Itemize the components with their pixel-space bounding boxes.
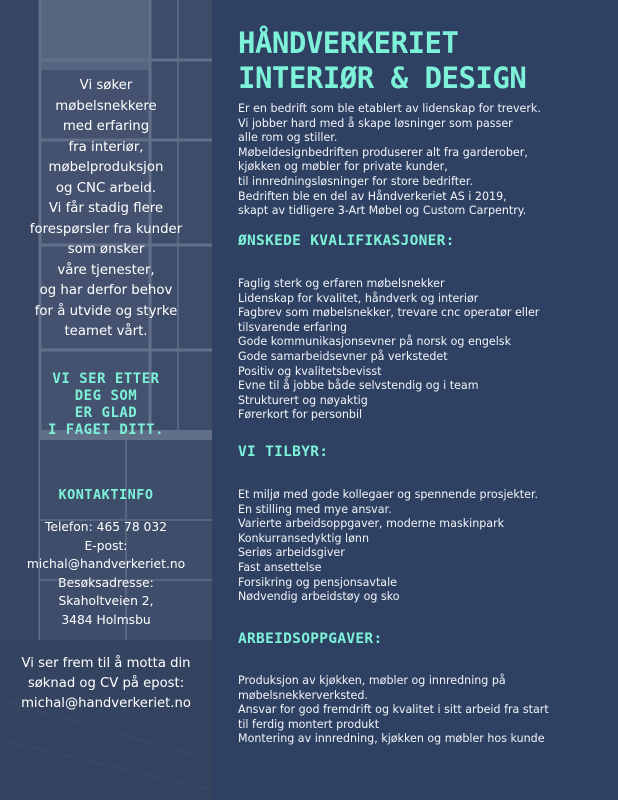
- intro-line: forespørsler fra kunder: [29, 221, 183, 237]
- offer-list: [238, 488, 610, 605]
- contact-address-street: Skaholtveien 2,: [58, 594, 154, 608]
- intro-line: og CNC arbeid.: [55, 180, 157, 196]
- intro-line: som ønsker: [67, 242, 145, 257]
- list-item: Nødvendig arbeidstøy og sko: [238, 590, 400, 604]
- offer-title: VI TILBYR:: [238, 444, 329, 460]
- about-line: Er en bedrift som ble etablert av lidenskap for treverk.: [238, 102, 541, 115]
- search-heading-line: VI SER ETTER: [52, 371, 160, 387]
- title-line: HÅNDVERKERIET: [238, 26, 459, 60]
- page-title: [238, 26, 608, 96]
- about-text: [238, 102, 610, 219]
- list-item: Førerkort for personbil: [238, 408, 363, 422]
- list-item: Produksjon av kjøkken, møbler og innredning på: [238, 674, 506, 687]
- intro-line: møbelsnekkere: [55, 98, 157, 114]
- intro-line: for å utvide og styrke: [34, 303, 178, 319]
- about-line: kjøkken og møbler for private kunder,: [238, 160, 448, 174]
- search-heading-line: ER GLAD: [74, 405, 138, 421]
- contact-email-label: E-post:: [84, 538, 128, 553]
- closing-line: Vi ser frem til å motta din: [21, 656, 191, 671]
- list-item: Gode kommunikasjonsevner på norsk og engelsk: [238, 335, 512, 349]
- about-line: skapt av tidligere 3-Art Møbel og Custom Carpentry.: [238, 204, 527, 218]
- list-item: Faglig sterk og erfaren møbelsnekker: [238, 277, 445, 290]
- list-item: En stilling med mye ansvar.: [238, 502, 392, 516]
- tasks-title: ARBEIDSOPPGAVER:: [238, 631, 383, 647]
- about-line: Vi jobber hard med å skape løsninger som passer: [238, 116, 513, 130]
- intro-line: våre tjenester,: [57, 262, 155, 278]
- list-item: Forsikring og pensjonsavtale: [238, 575, 397, 589]
- tasks-list: [238, 674, 610, 747]
- search-heading: [0, 371, 212, 439]
- intro-line: med erfaring: [62, 119, 150, 134]
- contact-address-city: 3484 Holmsbu: [61, 612, 151, 627]
- qualifications-list: [238, 277, 610, 423]
- list-item: tilsvarende erfaring: [238, 320, 348, 334]
- search-heading-line: DEG SOM: [74, 388, 138, 404]
- title-line: INTERIØR & DESIGN: [238, 61, 527, 95]
- about-line: Bedriften ble en del av Håndverkeriet AS i 2019,: [238, 189, 507, 203]
- list-item: Konkurransedyktig lønn: [238, 531, 369, 545]
- about-line: Møbeldesignbedriften produserer alt fra garderober,: [238, 145, 528, 159]
- contact-phone[interactable]: Telefon: 465 78 032: [44, 520, 168, 534]
- contact-title: KONTAKTINFO: [58, 487, 154, 503]
- contact-email-link[interactable]: michal@handverkeriet.no: [26, 557, 186, 571]
- intro-line: Vi får stadig flere: [48, 201, 164, 216]
- list-item: møbelsnekkerverksted.: [238, 688, 368, 702]
- intro-line: møbelproduksjon: [48, 160, 164, 175]
- closing-email-link[interactable]: michal@handverkeriet.no: [21, 696, 191, 711]
- list-item: Evne til å jobbe både selvstendig og i team: [238, 379, 479, 393]
- list-item: til ferdig montert produkt: [238, 717, 380, 731]
- closing-line: søknad og CV på epost:: [27, 676, 185, 691]
- list-item: Lidenskap for kvalitet, håndverk og interiør: [238, 291, 479, 305]
- intro-line: og har derfor behov: [39, 283, 173, 298]
- list-item: Fagbrev som møbelsnekker, trevare cnc operatør eller: [238, 306, 540, 320]
- list-item: Ansvar for god fremdrift og kvalitet i sitt arbeid fra start: [238, 703, 549, 717]
- intro-text: [4, 76, 208, 343]
- search-heading-line: I FAGET DITT.: [47, 422, 165, 438]
- list-item: Gode samarbeidsevner på verkstedet: [238, 349, 448, 363]
- list-item: Seriøs arbeidsgiver: [238, 546, 345, 560]
- qualifications-title: ØNSKEDE KVALIFIKASJONER:: [238, 233, 455, 249]
- list-item: Et miljø med gode kollegaer og spennende prosjekter.: [238, 488, 539, 501]
- list-item: Fast ansettelse: [238, 560, 322, 574]
- contact-info: [0, 518, 212, 629]
- list-item: Positiv og kvalitetsbevisst: [238, 364, 382, 378]
- closing-text: [0, 654, 212, 714]
- contact-address-label: Besøksadresse:: [58, 575, 154, 590]
- intro-line: fra interiør,: [68, 139, 144, 155]
- list-item: Montering av innredning, kjøkken og møbler hos kunde: [238, 732, 545, 746]
- list-item: Strukturert og nøyaktig: [238, 393, 368, 407]
- about-line: alle rom og stiller.: [238, 131, 338, 145]
- list-item: Varierte arbeidsoppgaver, moderne maskinpark: [238, 517, 505, 531]
- intro-line: teamet vårt.: [64, 324, 148, 339]
- about-line: til innredningsløsninger for store bedrifter.: [238, 174, 473, 188]
- intro-line: Vi søker: [79, 78, 133, 93]
